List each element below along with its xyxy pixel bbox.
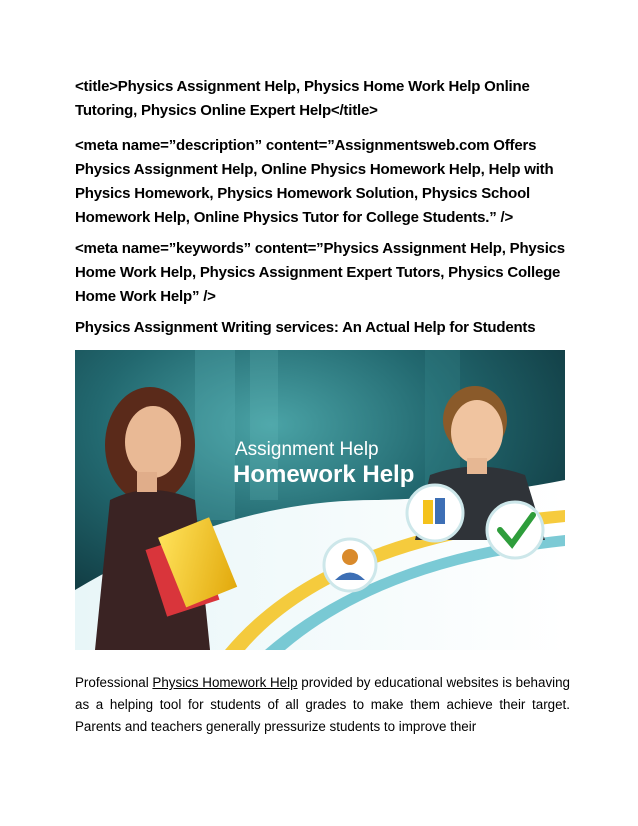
books-circle-icon: [407, 485, 463, 541]
user-circle-icon: [324, 539, 376, 591]
banner-image: [75, 350, 565, 650]
section-heading: Physics Assignment Writing services: An Actual Help for Students: [75, 319, 536, 336]
checkmark-circle-icon: [487, 502, 543, 558]
paragraph-text-rest: provided by educational websites is behaving as a helping tool for students of all grades to make them achieve their target. Parents and teachers generally pressurize students to improve their: [75, 675, 571, 734]
banner-text-line1: Assignment Help: [235, 439, 379, 460]
meta-description-line: <meta name=”description” content=”Assignmentsweb.com Offers Physics Assignment Help, Online Physics Homework Help, Help with Physics Homework, Physics Homework Solution, Physics School Homework Help, Online Physics Tutor for College Students.” />: [75, 137, 554, 226]
banner-text-line2: Homework Help: [233, 461, 415, 488]
physics-homework-help-link[interactable]: Physics Homework Help: [152, 675, 298, 690]
paragraph-text-start: Professional: [75, 675, 153, 690]
title-tag-line: <title>Physics Assignment Help, Physics Home Work Help Online Tutoring, Physics Online Expert Help</title>: [75, 78, 530, 119]
meta-keywords-line: <meta name=”keywords” content=”Physics Assignment Help, Physics Home Work Help, Physics Assignment Expert Tutors, Physics College Home Work Help” />: [75, 240, 565, 305]
body-paragraph: [75, 672, 570, 738]
